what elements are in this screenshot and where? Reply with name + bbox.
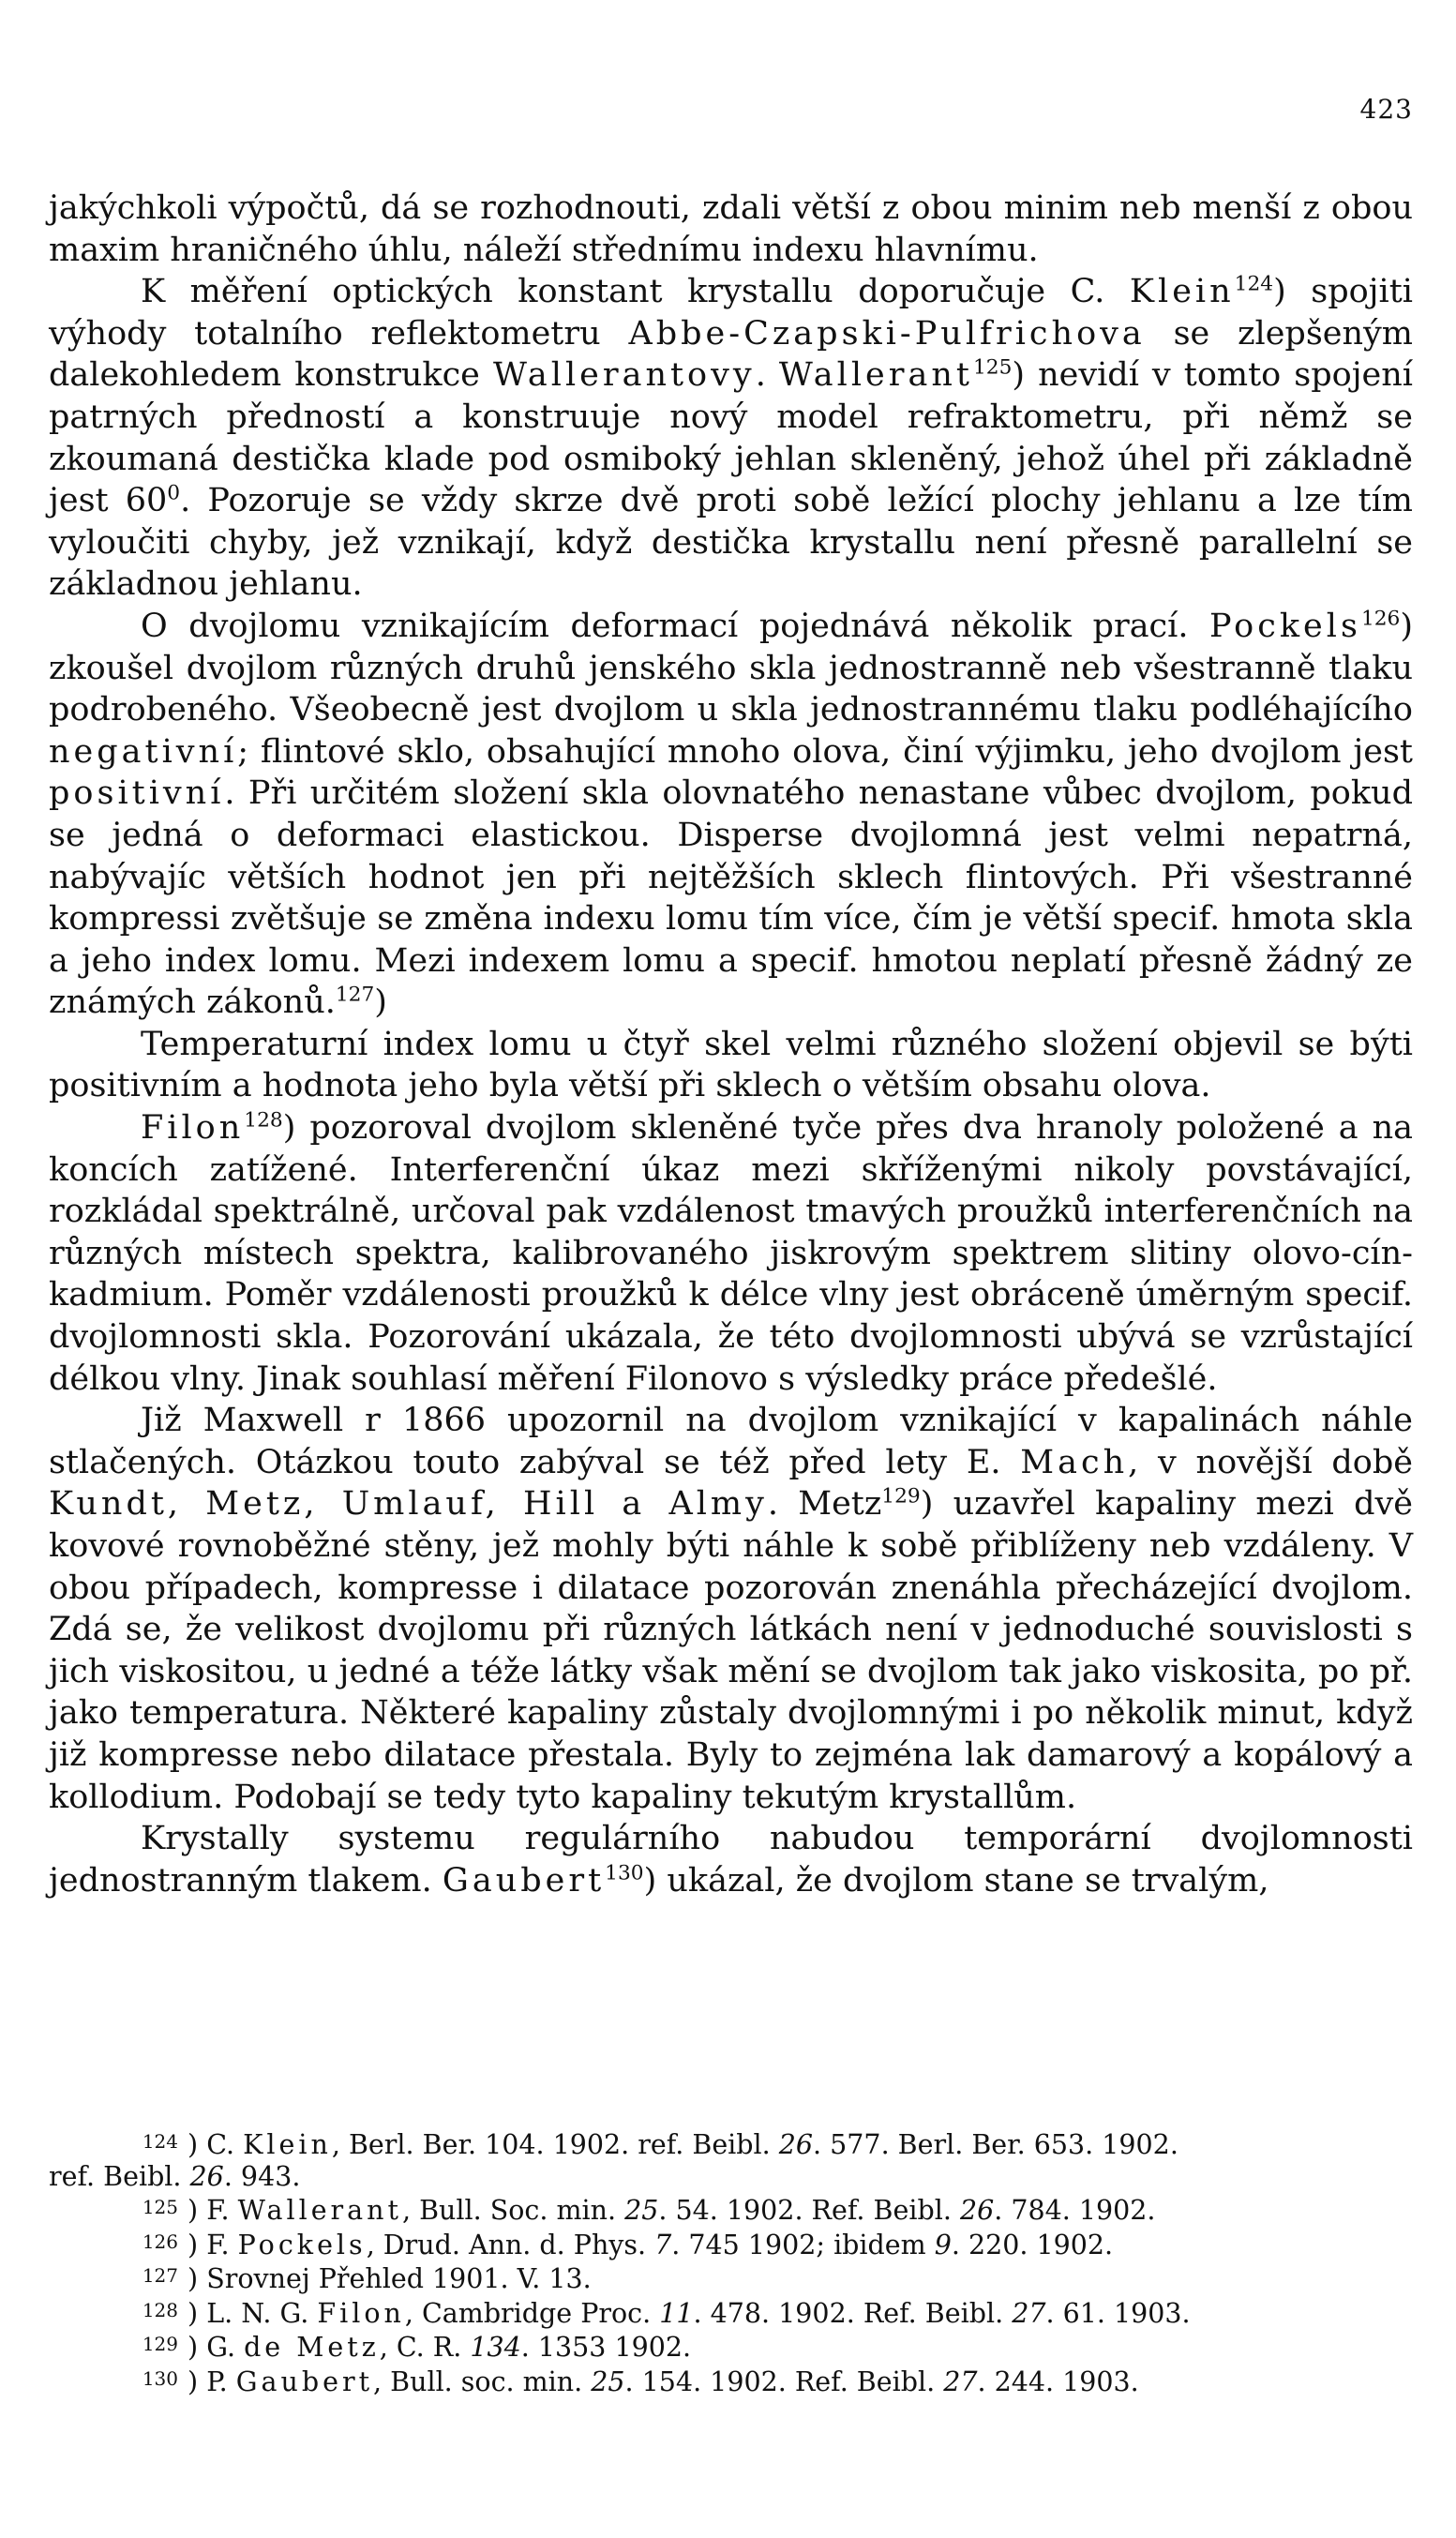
- footnotes: [49, 2126, 1413, 2397]
- paragraph-7: Krystally systemu regulárního nabudou temporární dvojlomnosti jednostranným tlakem. Gaubert$^{130}$) ukázal, že dvojlom stane se trvalým,: [49, 1820, 1413, 1900]
- paragraph-6: Již Maxwell r 1866 upozornil na dvojlom vznikající v kapalinách náhle stlačených. Otázkou touto zabýval se též před lety E. Mach, v novější době Kundt, Metz, Umlauf, Hill a Almy. Metz$^{129}$) uzavřel kapaliny mezi dvě kovové rovnoběžné stěny, jež mohly býti náhle k sobě přiblíženy neb vzdáleny. V obou případech, kompresse i dilatace pozorován znenáhla přecházející dvojlom. Zdá se, že velikost dvojlomu při různých látkách není v jednoduché souvislosti s jich viskositou, u jedné a téže látky však mění se dvojlom tak jako viskosita, po př. jako temperatura. Některé kapaliny zůstaly dvojlomnými i po několik minut, když již kompresse nebo dilatace přestala. Byly to zejména lak damarový a kopálový a kollodium. Podobají se tedy tyto kapaliny tekutým krystallům.: [49, 1402, 1413, 1816]
- footnote-mark: 127: [142, 2264, 178, 2287]
- footnote-continuation: ref. Beibl. 26. 943.: [49, 2160, 301, 2192]
- paragraph-4: Temperaturní index lomu u čtyř skel velmi různého složení objevil se býti positivním a hodnota jeho byla větší při sklech o větším obsahu olova.: [49, 1025, 1413, 1105]
- paragraph-2: K měření optických konstant krystallu doporučuje C. Klein$^{124}$) spojiti výhody totalního reflektometru Abbe-Czapski-Pulfrichova se zlepšeným dalekohledem konstrukce Wallerantovy. Wallerant$^{125}$) nevidí v tomto spojení patrných předností a konstruuje nový model refraktometru, při němž se zkoumaná destička klade pod osmiboký jehlan skleněný, jehož úhel při základně jest $60^0$. Pozoruje se vždy skrze dvě proti sobě ležící plochy jehlanu a lze tím vyloučiti chyby, jež vznikají, když destička krystallu není přesně parallelní se základnou jehlanu.: [49, 272, 1413, 604]
- footnote-text: Srovnej Přehled 1901. V. 13.: [206, 2263, 592, 2294]
- footnote-text: L. N. G. Filon, Cambridge Proc. 11. 478. 1902. Ref. Beibl. 27. 61. 1903.: [206, 2297, 1191, 2329]
- footnote: 126 ) F. Pockels, Drud. Ann. d. Phys. 7. 745 1902; ibidem 9. 220. 1902.: [49, 2227, 1413, 2261]
- footnote-mark: 124: [142, 2130, 178, 2153]
- footnote-mark: 126: [142, 2230, 178, 2253]
- page-number: 423: [1359, 94, 1413, 125]
- footnote-text: F. Wallerant, Bull. Soc. min. 25. 54. 1902. Ref. Beibl. 26. 784. 1902.: [206, 2195, 1156, 2226]
- footnote-mark: 128: [142, 2298, 178, 2321]
- footnote: 129 ) G. de Metz, C. R. 134. 1353 1902.: [49, 2329, 1413, 2364]
- paragraph-3: O dvojlomu vznikajícím deformací pojednává několik prací. Pockels$^{126}$) zkoušel dvojlom různých druhů jenského skla jednostranně neb všestranně tlaku podrobeného. Všeobecně jest dvojlom u skla jednostrannému tlaku podléhajícího negativní; flintové sklo, obsahující mnoho olova, činí výjimku, jeho dvojlom jest positivní. Při určitém složení skla olovnatého nenastane vůbec dvojlom, pokud se jedná o deformaci elastickou. Disperse dvojlomná jest velmi nepatrná, nabývajíc větších hodnot jen při nejtěžších sklech flintových. Při všestranné kompressi zvětšuje se změna indexu lomu tím více, čím je větší specif. hmota skla a jeho index lomu. Mezi indexem lomu a specif. hmotou neplatí přesně žádný ze známých zákonů.$^{127}$): [49, 607, 1413, 1022]
- footnote-mark: 129: [142, 2333, 178, 2355]
- footnote-text: F. Pockels, Drud. Ann. d. Phys. 7. 745 1902; ibidem 9. 220. 1902.: [206, 2229, 1114, 2260]
- footnote-mark: 125: [142, 2196, 178, 2218]
- paragraph-5: Filon$^{128}$) pozoroval dvojlom skleněné tyče přes dva hranoly položené a na koncích zatížené. Interferenční úkaz mezi skříženými nikoly povstávající, rozkládal spektrálně, určoval pak vzdálenost tmavých proužků interferenčních na různých místech spektra, kalibrovaného jiskrovým spektrem slitiny olovo-cín-kadmium. Poměr vzdálenosti proužků k délce vlny jest obráceně úměrným specif. dvojlomnosti skla. Pozorování ukázala, že této dvojlomnosti ubývá se vzrůstající délkou vlny. Jinak souhlasí měření Filonovo s výsledky práce předešlé.: [49, 1108, 1413, 1398]
- footnote-mark: 130: [142, 2366, 178, 2390]
- footnote: 130 ) P. Gaubert, Bull. soc. min. 25. 154. 1902. Ref. Beibl. 27. 244. 1903.: [49, 2364, 1413, 2398]
- footnote-text: C. Klein, Berl. Ber. 104. 1902. ref. Beibl. 26. 577. Berl. Ber. 653. 1902.: [206, 2129, 1178, 2160]
- body-text: [49, 188, 1413, 1901]
- footnote: 127 ) Srovnej Přehled 1901. V. 13.: [49, 2260, 1413, 2295]
- footnote: 128 ) L. N. G. Filon, Cambridge Proc. 11. 478. 1902. Ref. Beibl. 27. 61. 1903.: [49, 2295, 1413, 2330]
- footnote: 124 ) C. Klein, Berl. Ber. 104. 1902. ref. Beibl. 26. 577. Berl. Ber. 653. 1902.: [49, 2126, 1413, 2161]
- footnote-text: G. de Metz, C. R. 134. 1353 1902.: [206, 2332, 692, 2363]
- footnote-text: P. Gaubert, Bull. soc. min. 25. 154. 1902. Ref. Beibl. 27. 244. 1903.: [206, 2365, 1139, 2397]
- paragraph-1: jakýchkoli výpočtů, dá se rozhodnouti, zdali větší z obou minim neb menší z obou maxim hraničného úhlu, náleží střednímu indexu hlavnímu.: [49, 189, 1413, 269]
- footnote: 125 ) F. Wallerant, Bull. Soc. min. 25. 54. 1902. Ref. Beibl. 26. 784. 1902.: [49, 2192, 1413, 2227]
